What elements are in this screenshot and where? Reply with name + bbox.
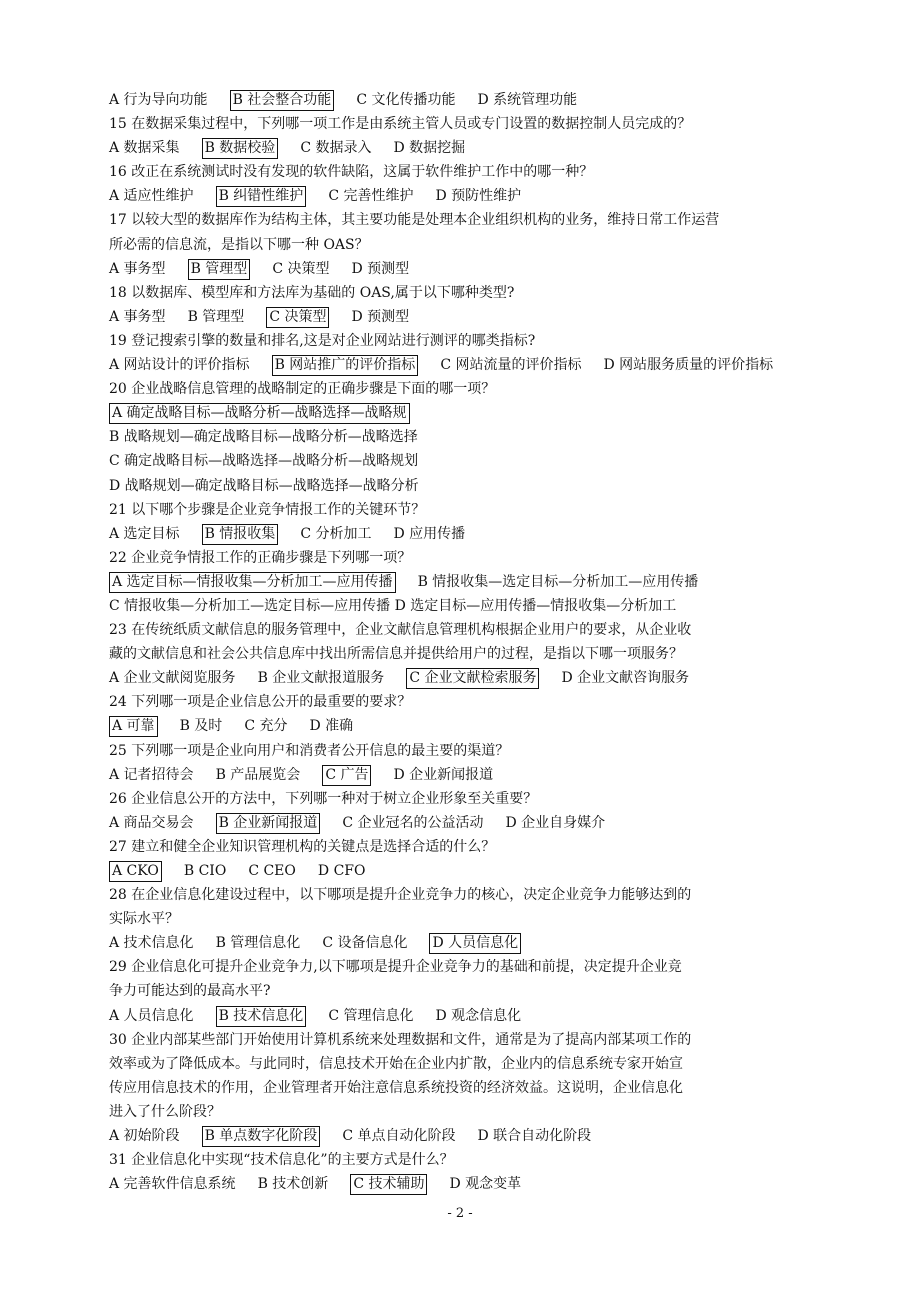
- question-text-line: 争力可能达到的最高水平?: [109, 983, 271, 1000]
- answer-option: D 预测型: [351, 308, 410, 325]
- answer-option: C 决策型: [272, 260, 330, 277]
- options-line: [109, 666, 829, 690]
- question-text-line: 19 登记搜索引擎的数量和排名,这是对企业网站进行测评的哪类指标?: [109, 332, 536, 349]
- answer-option: B 技术创新: [257, 1176, 329, 1193]
- answer-option: B 管理信息化: [215, 935, 301, 952]
- answer-option-boxed: B 技术信息化: [216, 1006, 307, 1027]
- question-text-line: 21 以下哪个步骤是企业竞争情报工作的关键环节？: [109, 501, 426, 518]
- answer-option: C 设备信息化: [322, 935, 408, 952]
- answer-option: D 预防性维护: [435, 188, 522, 205]
- answer-option-boxed: A 确定战略目标—战略分析—战略选择—战略规: [109, 403, 410, 424]
- answer-option: D 观念变革: [449, 1176, 522, 1193]
- question-text-line: 31 企业信息化中实现“技术信息化”的主要方式是什么？: [109, 1152, 454, 1169]
- answer-option: A 行为导向功能: [109, 92, 208, 108]
- answer-option-boxed: C 决策型: [266, 307, 329, 328]
- options-line: [109, 353, 829, 377]
- answer-option: D 联合自动化阶段: [477, 1128, 592, 1145]
- answer-option: B 产品展览会: [215, 766, 301, 783]
- answer-option-boxed: B 社会整合功能: [230, 90, 335, 111]
- question-text-line: 实际水平？: [109, 911, 179, 928]
- question-text-line: 所必需的信息流，是指以下哪一种 OAS？: [109, 236, 369, 253]
- options-line: [109, 931, 829, 955]
- answer-option: C 充分: [244, 718, 288, 735]
- question-text-line: 20 企业战略信息管理的战略制定的正确步骤是下面的哪一项？: [109, 381, 496, 398]
- answer-option-boxed: B 数据校验: [202, 138, 279, 159]
- question-text-line: 效率或为了降低成本。与此同时，信息技术开始在企业内扩散，企业内的信息系统专家开始宣: [109, 1055, 683, 1072]
- answer-option: A 记者招待会: [109, 766, 194, 783]
- answer-option: A 完善软件信息系统: [109, 1176, 236, 1193]
- question-text-line: 24 下列哪一项是企业信息公开的最重要的要求？: [109, 694, 412, 711]
- answer-option: D 数据挖掘: [393, 140, 466, 157]
- answer-option: D 网站服务质量的评价指标: [603, 357, 774, 374]
- answer-option: A 网站设计的评价指标: [109, 357, 250, 374]
- options-line: [109, 570, 829, 594]
- answer-option: C 数据录入: [300, 140, 372, 157]
- answer-option: C 完善性维护: [328, 188, 414, 205]
- answer-option: D 企业自身媒介: [505, 814, 606, 831]
- answer-option: A 事务型: [109, 308, 166, 325]
- answer-option: B 及时: [179, 718, 223, 735]
- answer-option-boxed: B 网站推广的评价指标: [272, 355, 419, 376]
- answer-option-boxed: B 企业新闻报道: [216, 813, 321, 834]
- answer-option: A 数据采集: [109, 140, 180, 157]
- answer-option: A 事务型: [109, 260, 166, 277]
- answer-option: C 单点自动化阶段: [342, 1128, 456, 1145]
- question-text-line: 17 以较大型的数据库作为结构主体，其主要功能是处理本企业组织机构的业务，维持日常工作运营: [109, 212, 720, 229]
- answer-option: A 企业文献阅览服务: [109, 670, 236, 687]
- question-text-line: 15 在数据采集过程中，下列哪一项工作是由系统主管人员或专门设置的数据控制人员完成的？: [109, 116, 692, 133]
- options-line: [109, 1124, 829, 1148]
- answer-option-boxed: A 可靠: [109, 716, 158, 737]
- options-line: [109, 136, 829, 160]
- options-line: [109, 1172, 829, 1196]
- answer-option: A 初始阶段: [109, 1128, 180, 1145]
- answer-option: D 应用传播: [393, 525, 466, 542]
- question-text-line: 27 建立和健全企业知识管理机构的关键点是选择合适的什么？: [109, 838, 496, 855]
- document-body: [109, 88, 829, 1196]
- answer-option-boxed: A 选定目标—情报收集—分析加工—应用传播: [109, 572, 396, 593]
- answer-option-boxed: A CKO: [109, 861, 162, 882]
- options-line: [109, 257, 829, 281]
- answer-option: B 管理型: [187, 308, 245, 325]
- question-text-line: 25 下列哪一项是企业向用户和消费者公开信息的最主要的渠道？: [109, 742, 510, 759]
- answer-option-boxed: C 企业文献检索服务: [406, 668, 539, 689]
- options-line: [109, 714, 829, 738]
- question-text-line: B 战略规划—确定战略目标—战略分析—战略选择: [109, 429, 418, 446]
- answer-option: B 情报收集—选定目标—分析加工—应用传播: [417, 573, 699, 590]
- options-line: [109, 811, 829, 835]
- answer-option-boxed: D 人员信息化: [429, 933, 521, 954]
- question-text-line: 28 在企业信息化建设过程中，以下哪项是提升企业竞争力的核心，决定企业竞争力能够达到的: [109, 887, 692, 904]
- question-text-line: 18 以数据库、模型库和方法库为基础的 OAS,属于以下哪种类型?: [109, 284, 515, 301]
- answer-option: A 人员信息化: [109, 1007, 194, 1024]
- options-line: [109, 522, 829, 546]
- options-line: [109, 401, 829, 425]
- answer-option: C 网站流量的评价指标: [440, 357, 582, 374]
- options-line: [109, 305, 829, 329]
- answer-option: D CFO: [317, 863, 366, 879]
- question-text-line: C 情报收集—分析加工—选定目标—应用传播 D 选定目标—应用传播—情报收集—分析加工: [109, 597, 677, 614]
- answer-option-boxed: B 情报收集: [202, 524, 279, 545]
- options-line: [109, 763, 829, 787]
- answer-option: C 文化传播功能: [356, 92, 456, 108]
- answer-option: D 观念信息化: [435, 1007, 522, 1024]
- answer-option-boxed: B 纠错性维护: [216, 186, 307, 207]
- answer-option: C 企业冠名的公益活动: [342, 814, 484, 831]
- answer-option-boxed: C 技术辅助: [350, 1174, 427, 1195]
- options-line: [109, 184, 829, 208]
- question-text-line: C 确定战略目标—战略选择—战略分析—战略规划: [109, 453, 419, 470]
- answer-option: A 技术信息化: [109, 935, 194, 952]
- options-line: [109, 1004, 829, 1028]
- answer-option: C 管理信息化: [328, 1007, 414, 1024]
- answer-option-boxed: B 管理型: [188, 259, 251, 280]
- answer-option: B CIO: [183, 863, 227, 879]
- question-text-line: 22 企业竞争情报工作的正确步骤是下列哪一项？: [109, 549, 412, 566]
- question-text-line: 进入了什么阶段？: [109, 1103, 221, 1120]
- answer-option: D 企业新闻报道: [393, 766, 494, 783]
- question-text-line: 藏的文献信息和社会公共信息库中找出所需信息并提供给用户的过程，是指以下哪一项服务？: [109, 646, 683, 663]
- question-text-line: 29 企业信息化可提升企业竞争力,以下哪项是提升企业竞争力的基础和前提，决定提升企业竞: [109, 959, 682, 976]
- question-text-line: 16 改正在系统测试时没有发现的软件缺陷，这属于软件维护工作中的哪一种？: [109, 164, 594, 181]
- options-line: [109, 859, 829, 883]
- question-text-line: 30 企业内部某些部门开始使用计算机系统来处理数据和文件，通常是为了提高内部某项工作的: [109, 1031, 692, 1048]
- answer-option-boxed: C 广告: [322, 765, 371, 786]
- page-number: - 2 -: [447, 1206, 473, 1221]
- answer-option: A 选定目标: [109, 525, 180, 542]
- answer-option-boxed: B 单点数字化阶段: [202, 1126, 321, 1147]
- answer-option: B 企业文献报道服务: [257, 670, 385, 687]
- answer-option: C 分析加工: [300, 525, 372, 542]
- answer-option: C CEO: [248, 863, 296, 879]
- question-text-line: D 战略规划—确定战略目标—战略选择—战略分析: [109, 477, 419, 494]
- answer-option: D 准确: [309, 718, 354, 735]
- question-text-line: 26 企业信息公开的方法中，下列哪一种对于树立企业形象至关重要？: [109, 790, 538, 807]
- answer-option: D 系统管理功能: [477, 92, 578, 108]
- question-text-line: 传应用信息技术的作用，企业管理者开始注意信息系统投资的经济效益。这说明，企业信息化: [109, 1079, 683, 1096]
- answer-option: D 预测型: [351, 260, 410, 277]
- options-line: [109, 88, 829, 112]
- answer-option: A 商品交易会: [109, 814, 194, 831]
- answer-option: D 企业文献咨询服务: [561, 670, 690, 687]
- question-text-line: 23 在传统纸质文献信息的服务管理中，企业文献信息管理机构根据企业用户的要求，从企业收: [109, 622, 692, 639]
- answer-option: A 适应性维护: [109, 188, 194, 205]
